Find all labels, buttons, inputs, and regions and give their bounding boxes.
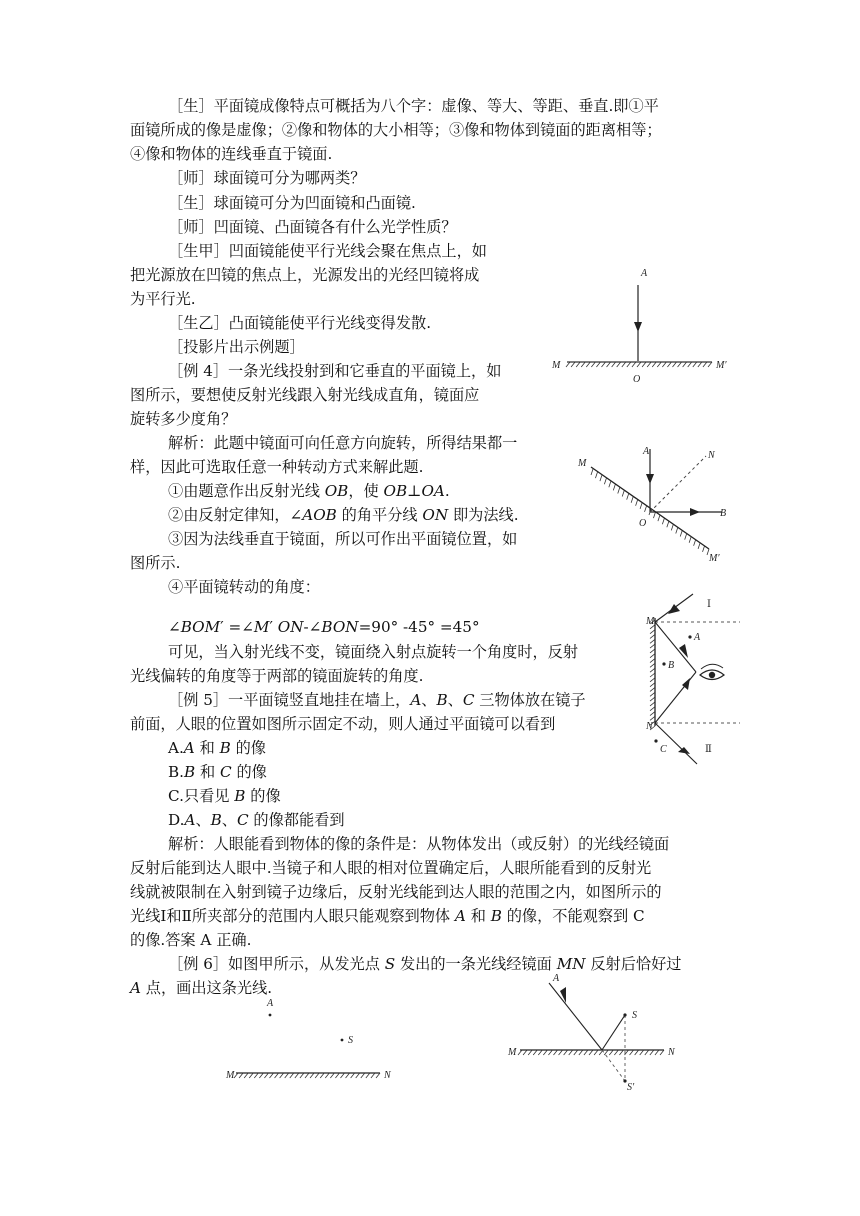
- label-m: M: [578, 458, 587, 469]
- label-m: M: [646, 616, 655, 627]
- text-line: 把光源放在凹镜的焦点上，光源发出的光经凹镜将成: [130, 266, 480, 284]
- text-line: 解析：此题中镜面可向任意方向旋转，所得结果都一: [168, 434, 518, 452]
- text-run: 、: [447, 691, 463, 709]
- text-line: 的像.答案 A 正确.: [130, 931, 252, 949]
- text-run: BOM: [180, 618, 221, 636]
- text-line: ［投影片出示例题］: [168, 338, 305, 356]
- text-line: ［生］球面镜可分为凹面镜和凸面镜.: [168, 194, 416, 212]
- text-run: 、: [421, 691, 437, 709]
- label-o: O: [633, 374, 641, 385]
- ray-reflected: [549, 983, 602, 1050]
- label-s: S: [348, 1035, 353, 1046]
- text-run: ［例 6］如图甲所示，从发光点: [168, 955, 385, 973]
- text-line: ④平面镜转动的角度：: [168, 578, 320, 596]
- label-n: N: [668, 1047, 675, 1058]
- hatch-mark: [518, 1050, 522, 1055]
- text-run: ②由反射定律知，∠: [168, 506, 303, 524]
- text-run: ON: [422, 506, 449, 524]
- label-a: A: [267, 998, 274, 1009]
- text-line: ［生乙］凸面镜能使平行光线变得发散.: [168, 314, 432, 332]
- text-run: OB: [383, 482, 408, 500]
- hatch-mark: [584, 1050, 588, 1055]
- hatch-mark: [650, 1050, 654, 1055]
- text-run: 和: [465, 907, 491, 925]
- text-line: 旋转多少度角？: [130, 410, 237, 428]
- text-line: ［生甲］凹面镜能使平行光线会聚在焦点上，如: [168, 242, 487, 260]
- text-run: B: [490, 907, 502, 925]
- label-b: B: [668, 660, 675, 671]
- text-line: ［例 4］一条光线投射到和它垂直的平面镜上，如: [168, 362, 502, 380]
- label-a: A: [553, 973, 560, 984]
- hatch-mark: [614, 1050, 618, 1055]
- text-run: A: [183, 739, 195, 757]
- text-run: 、: [195, 811, 211, 829]
- text-line: ［生］平面镜成像特点可概括为八个字：虚像、等大、等距、垂直.即①平: [168, 97, 659, 115]
- text-run: C: [462, 691, 475, 709]
- hatch-mark: [594, 1050, 598, 1055]
- text-run: ON: [277, 618, 304, 636]
- text-run: 点，画出这条光线.: [140, 979, 273, 997]
- hatch-mark: [569, 1050, 573, 1055]
- text-run: A: [410, 691, 422, 709]
- label-s: S: [632, 1010, 637, 1021]
- text-line: ［师］凹面镜、凸面镜各有什么光学性质？: [168, 218, 457, 236]
- hatch-mark: [579, 1050, 583, 1055]
- text-run: B: [184, 763, 196, 781]
- text-run: A: [130, 979, 141, 997]
- text-run: 的像都能看到: [248, 811, 345, 829]
- text-run: 和: [194, 739, 220, 757]
- text-run: B: [219, 739, 231, 757]
- text-run: A.: [168, 739, 184, 757]
- label-s-prime: S′: [627, 1082, 635, 1093]
- text-run: BON: [321, 618, 359, 636]
- text-line: 样，因此可选取任意一种转动方式来解此题.: [130, 458, 424, 476]
- text-run: 光线Ⅰ和Ⅱ所夹部分的范围内人眼只能观察到物体: [130, 907, 455, 925]
- label-o: O: [639, 518, 647, 529]
- text-run: ，使: [348, 482, 384, 500]
- text-line: 为平行光.: [130, 290, 196, 308]
- label-ray-ii: Ⅱ: [705, 744, 712, 755]
- hatch-mark: [564, 1050, 568, 1055]
- label-c: C: [660, 744, 667, 755]
- hatch-mark: [538, 1050, 542, 1055]
- label-ray-i: Ⅰ: [707, 599, 711, 610]
- text-run: 三物体放在镜子: [474, 691, 586, 709]
- text-run: 的像: [231, 763, 267, 781]
- text-line: ④像和物体的连线垂直于镜面.: [130, 145, 333, 163]
- text-run: ①由题意作出反射光线: [168, 482, 325, 500]
- label-m-prime: M′: [709, 553, 720, 564]
- label-m: M: [508, 1047, 517, 1058]
- text-run: 反射后恰好过: [585, 955, 682, 973]
- hatch-mark: [645, 1050, 649, 1055]
- hatch-mark: [543, 1050, 547, 1055]
- text-line: ［师］球面镜可分为哪两类？: [168, 169, 366, 187]
- text-line: 光线偏转的角度等于两部的镜面旋转的角度.: [130, 667, 424, 685]
- text-run: ′ =∠: [220, 618, 254, 636]
- text-run: MN: [556, 955, 586, 973]
- hatch-mark: [630, 1050, 634, 1055]
- text-run: ⊥: [407, 482, 422, 500]
- hatch-mark: [559, 1050, 563, 1055]
- text-line: 线就被限制在入射到镜子边缘后，反射光线能到达人眼的范围之内，如图所示的: [130, 883, 662, 901]
- text-run: 、: [221, 811, 237, 829]
- point-s-dot: [623, 1013, 626, 1016]
- hatch-mark: [528, 1050, 532, 1055]
- text-line: 前面，人眼的位置如图所示固定不动，则人通过平面镜可以看到: [130, 715, 556, 733]
- text-run: -∠: [303, 618, 322, 636]
- hatch-mark: [533, 1050, 537, 1055]
- label-a: A: [694, 632, 701, 643]
- label-n: N: [384, 1070, 391, 1081]
- text-run: 即为法线.: [448, 506, 519, 524]
- hatch-mark: [554, 1050, 558, 1055]
- text-run: 发出的一条光线经镜面: [395, 955, 557, 973]
- image-dash: [602, 1050, 625, 1081]
- hatch-mark: [635, 1050, 639, 1055]
- label-a: A: [641, 268, 648, 279]
- text-run: B: [436, 691, 448, 709]
- text-run: 的像，不能观察到 C: [501, 907, 645, 925]
- label-n: N: [646, 721, 653, 732]
- hatch-mark: [655, 1050, 659, 1055]
- text-run: =90° -45° =45°: [358, 618, 480, 636]
- text-run: S: [384, 955, 396, 973]
- text-run: B: [234, 787, 246, 805]
- text-line: 可见，当入射光线不变，镜面绕入射点旋转一个角度时，反射: [168, 643, 579, 661]
- text-run: M: [253, 618, 270, 636]
- label-n: N: [708, 450, 715, 461]
- label-a: A: [643, 446, 650, 457]
- ray-s-incident: [602, 1015, 625, 1050]
- hatch-mark: [660, 1050, 664, 1055]
- hatch-mark: [609, 1050, 613, 1055]
- text-line: 反射后能到达人眼中.当镜子和人眼的相对位置确定后，人眼所能看到的反射光: [130, 859, 652, 877]
- label-m: M: [552, 360, 561, 371]
- text-line: ③因为法线垂直于镜面，所以可作出平面镜位置，如: [168, 530, 518, 548]
- hatch-mark: [548, 1050, 552, 1055]
- text-run: 和: [195, 763, 221, 781]
- text-line: 解析：人眼能看到物体的像的条件是：从物体发出（或反射）的光线经镜面: [168, 835, 670, 853]
- text-run: ［例 5］一平面镜竖直地挂在墙上，: [168, 691, 411, 709]
- text-run: D.: [168, 811, 185, 829]
- label-b: B: [720, 508, 727, 519]
- text-run: 的像: [245, 787, 281, 805]
- label-m: M: [226, 1070, 235, 1081]
- text-run: ′: [269, 618, 278, 636]
- text-run: OA: [421, 482, 445, 500]
- text-run: .: [444, 482, 450, 500]
- text-run: AOB: [302, 506, 337, 524]
- text-run: ∠: [168, 618, 181, 636]
- hatch-mark: [589, 1050, 593, 1055]
- text-line: 图所示，要想使反射光线跟入射光线成直角，镜面应: [130, 386, 480, 404]
- hatch-mark: [640, 1050, 644, 1055]
- text-run: C.只看见: [168, 787, 235, 805]
- hatch-mark: [619, 1050, 623, 1055]
- text-run: 的像: [230, 739, 266, 757]
- text-run: B.: [168, 763, 184, 781]
- text-run: A: [184, 811, 196, 829]
- text-line: 图所示.: [130, 554, 181, 572]
- text-run: OB: [324, 482, 349, 500]
- text-run: 的角平分线: [336, 506, 423, 524]
- hatch-mark: [574, 1050, 578, 1055]
- text-run: B: [210, 811, 222, 829]
- label-m-prime: M′: [716, 360, 727, 371]
- hatch-mark: [604, 1050, 608, 1055]
- text-run: A: [454, 907, 466, 925]
- text-run: C: [220, 763, 232, 781]
- text-line: 面镜所成的像是虚像；②像和物体的大小相等；③像和物体到镜面的距离相等；: [130, 121, 662, 139]
- hatch-mark: [523, 1050, 527, 1055]
- text-run: C: [236, 811, 249, 829]
